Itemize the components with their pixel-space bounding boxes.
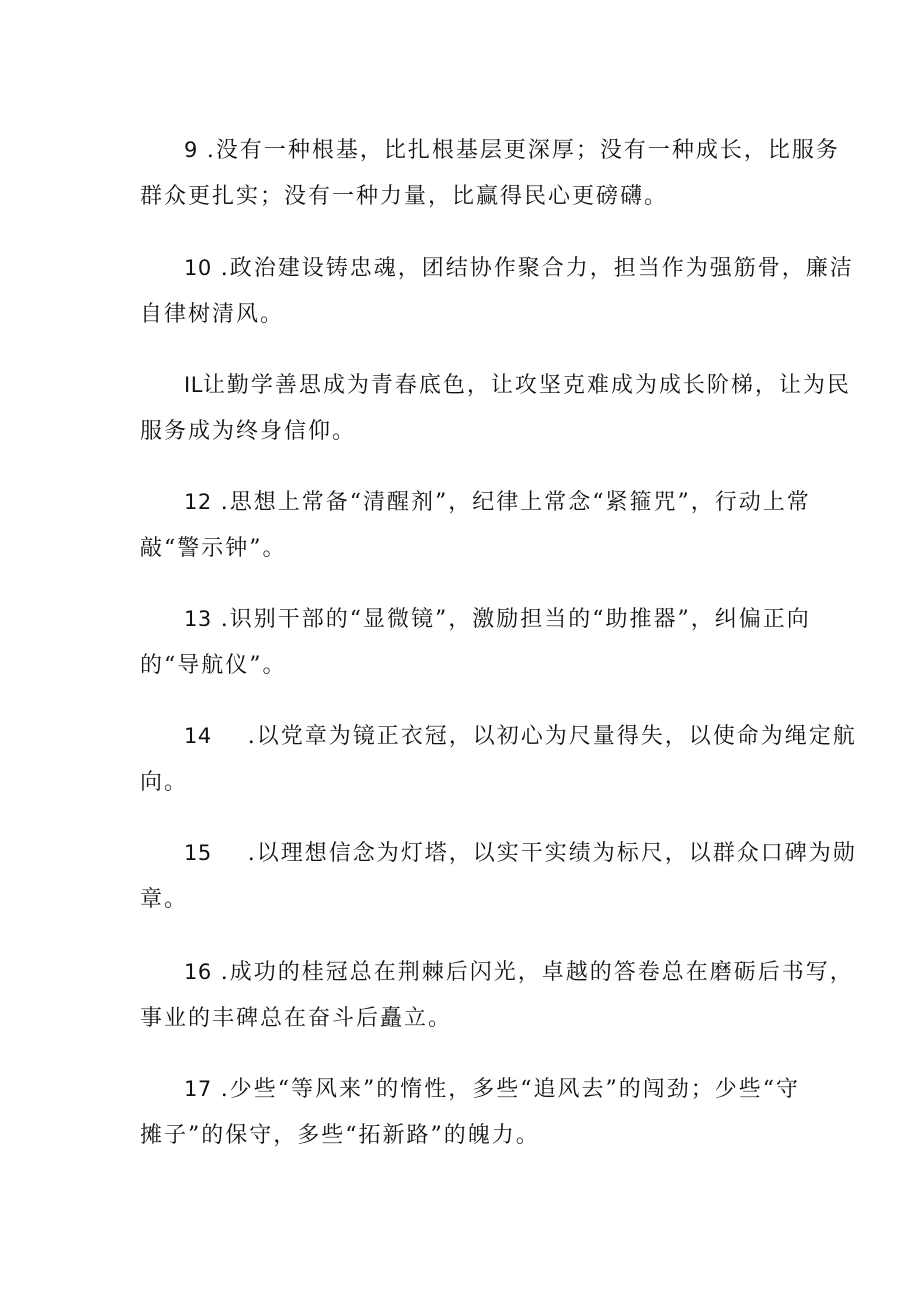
item-first-line <box>140 949 854 996</box>
item-separator: . <box>211 490 230 515</box>
list-item-16 <box>140 949 854 1042</box>
list-item-11 <box>140 362 851 455</box>
list-item-9 <box>140 127 840 220</box>
item-text-line2: 群众更扎实；没有一种力量，比赢得民心更磅礴。 <box>140 184 669 209</box>
item-number: IL <box>184 373 203 397</box>
item-separator: . <box>211 256 230 281</box>
item-separator: . <box>211 841 257 866</box>
item-text-line1: 以党章为镜正衣冠，以初心为尺量得失，以使命为绳定航 <box>256 724 857 749</box>
item-text-line2: 向。 <box>140 770 189 795</box>
item-separator: . <box>211 724 257 749</box>
item-first-line <box>140 245 854 292</box>
item-text-line2: 的“导航仪”。 <box>140 653 287 678</box>
item-number: 15 <box>184 841 212 865</box>
item-text-line2: 敲“警示钟”。 <box>140 536 287 561</box>
list-item-17 <box>140 1066 800 1159</box>
item-first-line <box>140 127 840 174</box>
item-text-line2: 自律树清风。 <box>140 302 285 327</box>
item-first-line <box>140 362 851 409</box>
item-separator: . <box>211 1077 230 1102</box>
item-number: 13 <box>184 607 212 631</box>
list-item-15 <box>140 830 857 923</box>
item-number: 14 <box>184 724 212 748</box>
list-item-14 <box>140 713 857 806</box>
item-first-line <box>140 596 811 643</box>
item-text-line1: 成功的桂冠总在荆棘后闪光，卓越的答卷总在磨砺后书写， <box>229 960 854 985</box>
item-text-line2: 服务成为终身信仰。 <box>140 419 357 444</box>
item-first-line <box>140 479 811 526</box>
item-first-line <box>140 1066 800 1113</box>
list-item-13 <box>140 596 811 689</box>
item-separator: . <box>197 138 216 163</box>
item-number: 9 <box>184 138 198 162</box>
item-separator: . <box>211 960 230 985</box>
item-text-line2: 摊子”的保守，多些“拓新路”的魄力。 <box>140 1123 540 1148</box>
item-text-line1: 以理想信念为灯塔，以实干实绩为标尺，以群众口碑为勋 <box>256 841 857 866</box>
item-text-line1: 少些“等风来”的惰性，多些“追风去”的闯劲；少些“守 <box>229 1077 800 1102</box>
item-first-line <box>140 830 857 877</box>
item-number: 12 <box>184 490 212 514</box>
item-number: 10 <box>184 256 212 280</box>
item-text-line1: 没有一种根基，比扎根基层更深厚；没有一种成长，比服务 <box>215 138 840 163</box>
item-text-line1: 让勤学善思成为青春底色，让攻坚克难成为成长阶梯，让为民 <box>202 373 851 398</box>
item-first-line <box>140 713 857 760</box>
item-text-line1: 识别干部的“显微镜”，激励担当的“助推器”，纠偏正向 <box>229 607 811 632</box>
item-text-line1: 政治建设铸忠魂，团结协作聚合力，担当作为强筋骨，廉洁 <box>229 256 854 281</box>
list-item-12 <box>140 479 811 572</box>
item-number: 17 <box>184 1077 212 1101</box>
item-text-line2: 事业的丰碑总在奋斗后矗立。 <box>140 1006 453 1031</box>
item-text-line1: 思想上常备“清醒剂”，纪律上常念“紧箍咒”，行动上常 <box>229 490 811 515</box>
item-separator: . <box>211 607 230 632</box>
item-text-line2: 章。 <box>140 887 189 912</box>
item-number: 16 <box>184 960 212 984</box>
list-item-10 <box>140 245 854 338</box>
